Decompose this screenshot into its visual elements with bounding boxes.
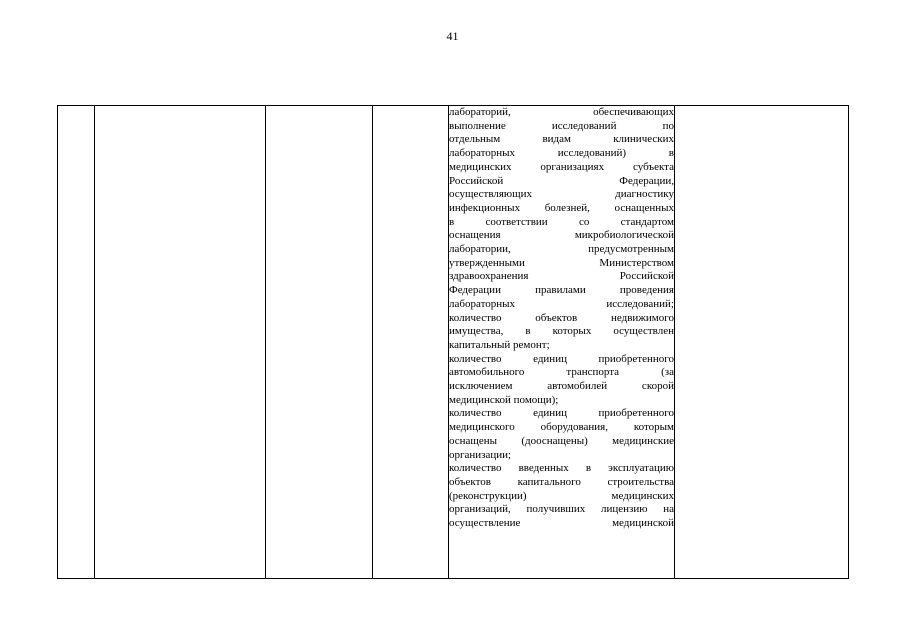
indicator-text-line: оснащены (дооснащены) медицинские — [449, 434, 674, 447]
indicator-text-line: количество введенных в эксплуатацию — [449, 462, 674, 475]
indicator-text-line: Федерации правилами проведения — [449, 284, 674, 297]
indicator-text-line: автомобильного транспорта (за — [449, 366, 674, 379]
indicator-text-line: имущества, в которых осуществлен — [449, 325, 674, 338]
indicator-text-line: инфекционных болезней, оснащенных — [449, 201, 674, 214]
indicator-text-line: Российской Федерации, — [449, 174, 674, 187]
indicator-text-line: медицинских организациях субъекта — [449, 160, 674, 173]
indicator-text-line: (реконструкции) медицинских — [449, 489, 674, 502]
indicator-text-line: количество единиц приобретенного — [449, 352, 674, 365]
indicator-text-line: объектов капитального строительства — [449, 475, 674, 488]
table-cell-indicators — [449, 106, 675, 579]
indicator-text-line: лабораторных исследований) в — [449, 147, 674, 160]
indicator-text-line: исключением автомобилей скорой — [449, 380, 674, 393]
indicator-text-line: утвержденными Министерством — [449, 256, 674, 269]
indicator-text-line: лабораторий, обеспечивающих — [449, 106, 674, 118]
indicator-text-line: организации; — [449, 448, 512, 461]
indicator-text-line: осуществление медицинской — [449, 517, 674, 530]
indicator-text-line: лаборатории, предусмотренным — [449, 243, 674, 256]
indicator-text-line: отдельным видам клинических — [449, 133, 674, 146]
indicators-table — [57, 105, 849, 579]
indicator-text-line: осуществляющих диагностику — [449, 188, 674, 201]
indicator-text-line: количество единиц приобретенного — [449, 407, 674, 420]
table-cell-column-6 — [675, 106, 849, 579]
indicator-text-line: в соответствии со стандартом — [449, 215, 674, 228]
table-cell-number — [58, 106, 95, 579]
indicator-text-line: выполнение исследований по — [449, 119, 674, 132]
indicator-text-line: капитальный ремонт; — [449, 338, 550, 351]
table-row — [58, 106, 849, 579]
indicator-text-line: медицинского оборудования, которым — [449, 421, 674, 434]
indicator-text-line: лабораторных исследований; — [449, 297, 674, 310]
indicator-text-line: организаций, получивших лицензию на — [449, 503, 674, 516]
indicator-text-line: здравоохранения Российской — [449, 270, 674, 283]
indicator-text-line: оснащения микробиологической — [449, 229, 674, 242]
indicator-text-line: количество объектов недвижимого — [449, 311, 674, 324]
table-cell-column-3 — [266, 106, 373, 579]
page-number: 41 — [446, 29, 459, 43]
indicator-text-line: медицинской помощи); — [449, 393, 559, 406]
table-cell-column-4 — [373, 106, 449, 579]
indicator-text — [449, 106, 674, 531]
table-cell-name — [95, 106, 266, 579]
